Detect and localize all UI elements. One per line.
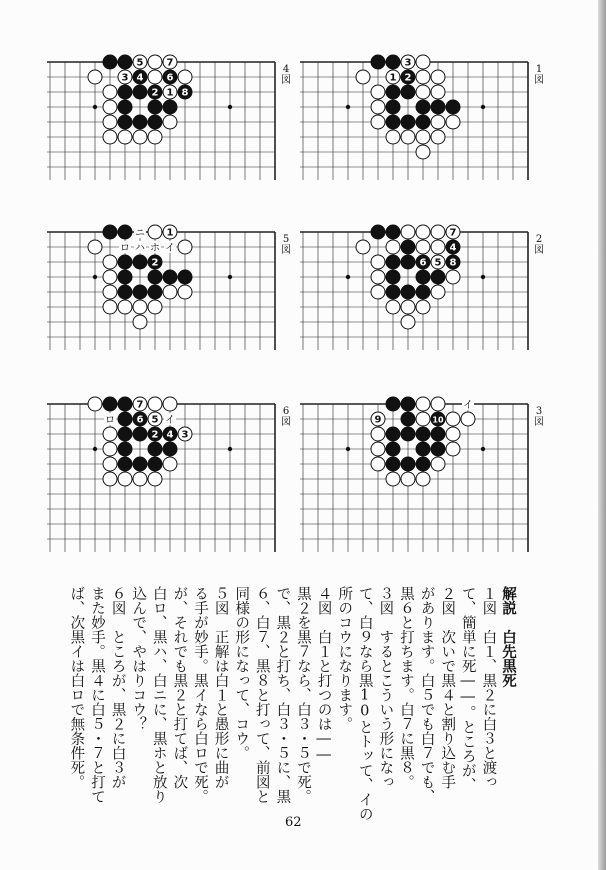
black-stone <box>118 397 132 411</box>
white-stone <box>148 225 162 239</box>
move-number: 9 <box>374 414 382 426</box>
commentary-column: １図 白１、黒２に白３と渡っ <box>480 586 497 789</box>
black-stone <box>163 442 177 456</box>
black-stone <box>133 255 147 269</box>
white-stone <box>163 115 177 129</box>
commentary-column: で、黒２と打ち、白３・５に、黒 <box>274 586 291 804</box>
white-stone <box>416 472 430 486</box>
black-stone <box>431 442 445 456</box>
white-stone <box>386 472 400 486</box>
star-point <box>346 105 350 109</box>
commentary-heading: 解説 白先黒死 <box>500 586 517 688</box>
white-stone <box>416 225 430 239</box>
white-stone <box>356 70 370 84</box>
diagram-label <box>532 234 546 256</box>
star-point <box>346 447 350 451</box>
point-label: イ <box>165 415 175 426</box>
move-number: 1 <box>389 72 397 84</box>
white-stone <box>356 240 370 254</box>
black-stone <box>148 270 162 284</box>
white-stone <box>416 145 430 159</box>
black-stone <box>401 412 415 426</box>
move-number: 5 <box>151 414 159 426</box>
white-stone <box>371 427 385 441</box>
black-stone <box>148 442 162 456</box>
star-point <box>93 447 97 451</box>
white-stone <box>386 240 400 254</box>
diagram-label <box>532 64 546 86</box>
black-stone <box>133 115 147 129</box>
black-stone <box>118 100 132 114</box>
white-stone <box>103 285 117 299</box>
white-stone <box>88 397 102 411</box>
white-stone <box>103 442 117 456</box>
white-stone <box>163 457 177 471</box>
black-stone <box>401 457 415 471</box>
commentary-column: 同様の形になって、コウ。 <box>233 586 250 760</box>
black-stone <box>118 270 132 284</box>
white-stone <box>401 130 415 144</box>
white-stone <box>401 315 415 329</box>
go-board <box>298 52 543 182</box>
diagram-label <box>279 406 293 428</box>
point-label: イ <box>463 400 473 411</box>
black-stone <box>416 442 430 456</box>
diagram-1 <box>298 52 543 182</box>
white-stone <box>371 285 385 299</box>
go-board <box>45 52 290 182</box>
move-number: 2 <box>151 429 159 441</box>
white-stone <box>103 255 117 269</box>
white-stone <box>386 130 400 144</box>
diagram-kanji: 図 <box>534 417 544 428</box>
black-stone <box>401 285 415 299</box>
move-number: 7 <box>449 227 457 239</box>
commentary-column: があります。白５でも白７でも、 <box>418 586 435 804</box>
diagram-number: 5 <box>282 234 290 245</box>
white-stone <box>431 457 445 471</box>
black-stone <box>416 115 430 129</box>
black-stone <box>416 427 430 441</box>
white-stone <box>416 412 430 426</box>
go-board <box>45 222 290 352</box>
white-stone <box>416 130 430 144</box>
white-stone <box>386 300 400 314</box>
black-stone <box>103 55 117 69</box>
commentary-column: また妙手。黒４に白５・７と打て <box>89 586 105 804</box>
black-stone <box>118 285 132 299</box>
black-stone <box>386 397 400 411</box>
go-board <box>298 394 543 554</box>
black-stone <box>163 270 177 284</box>
white-stone <box>103 457 117 471</box>
commentary-column: ３図 するとこういう形になっ <box>377 586 394 789</box>
point-label: ロ <box>120 243 130 254</box>
white-stone <box>416 240 430 254</box>
black-stone <box>386 285 400 299</box>
white-stone <box>103 300 117 314</box>
move-number: 4 <box>136 72 144 84</box>
white-stone <box>371 85 385 99</box>
white-stone <box>401 472 415 486</box>
commentary-column: ２図 次いで黒４と割り込む手 <box>439 586 456 789</box>
move-number: 2 <box>151 87 159 99</box>
diagram-number: 3 <box>535 406 543 417</box>
white-stone <box>431 397 445 411</box>
black-stone <box>431 100 445 114</box>
black-stone <box>386 85 400 99</box>
move-number: 7 <box>166 57 174 69</box>
white-stone <box>163 397 177 411</box>
commentary-column: 込んで、やはりコウ？ <box>130 586 147 731</box>
black-stone <box>148 457 162 471</box>
white-stone <box>416 300 430 314</box>
star-point <box>481 105 485 109</box>
white-stone <box>148 70 162 84</box>
white-stone <box>103 472 117 486</box>
star-point <box>93 105 97 109</box>
commentary-column: が、それでも黒２と打てば、次 <box>171 586 188 789</box>
white-stone <box>431 85 445 99</box>
white-stone <box>178 240 192 254</box>
star-point <box>228 447 232 451</box>
black-stone <box>118 85 132 99</box>
star-point <box>228 275 232 279</box>
black-stone <box>148 285 162 299</box>
white-stone <box>431 130 445 144</box>
white-stone <box>431 240 445 254</box>
black-stone <box>178 270 192 284</box>
move-number: 7 <box>136 399 144 411</box>
white-stone <box>103 427 117 441</box>
black-stone <box>386 457 400 471</box>
black-stone <box>103 225 117 239</box>
white-stone <box>446 412 460 426</box>
black-stone <box>118 412 132 426</box>
white-stone <box>461 412 475 426</box>
white-stone <box>103 270 117 284</box>
move-number: 4 <box>166 429 174 441</box>
move-number: 5 <box>136 57 144 69</box>
commentary-column: て、白９なら黒10とトッて、イの <box>356 586 373 821</box>
move-number: 3 <box>181 429 189 441</box>
white-stone <box>371 115 385 129</box>
white-stone <box>371 457 385 471</box>
black-stone <box>133 285 147 299</box>
black-stone <box>133 457 147 471</box>
black-stone <box>386 255 400 269</box>
white-stone <box>178 285 192 299</box>
commentary-column: ５図 正解は白１と愚形に曲が <box>212 586 229 789</box>
diagram-label <box>279 64 293 86</box>
white-stone <box>431 115 445 129</box>
black-stone <box>431 427 445 441</box>
white-stone <box>431 285 445 299</box>
point-label: ニ <box>135 228 145 239</box>
white-stone <box>88 240 102 254</box>
commentary-column: 白ロ、黒ハ、白ニに、黒ホと放り <box>150 586 167 804</box>
star-point <box>228 105 232 109</box>
black-stone <box>371 55 385 69</box>
diagram-kanji: 図 <box>281 245 291 256</box>
white-stone <box>148 397 162 411</box>
go-board <box>298 222 543 352</box>
white-stone <box>431 225 445 239</box>
black-stone <box>401 255 415 269</box>
commentary-column: ６図 ところが、黒２に白３が <box>109 586 126 789</box>
diagram-5 <box>45 222 290 352</box>
black-stone <box>386 100 400 114</box>
white-stone <box>88 70 102 84</box>
move-number: 4 <box>449 242 457 254</box>
move-number: 10 <box>432 415 444 425</box>
white-stone <box>371 100 385 114</box>
diagram-4 <box>45 52 290 182</box>
commentary-column: ば、次黒イは白ロで無条件死。 <box>68 586 85 789</box>
white-stone <box>446 427 460 441</box>
black-stone <box>118 225 132 239</box>
page-edge <box>598 0 606 870</box>
white-stone <box>416 397 430 411</box>
point-label: ホ <box>150 243 160 254</box>
white-stone <box>446 115 460 129</box>
white-stone <box>371 255 385 269</box>
page-number: 62 <box>285 815 302 830</box>
white-stone <box>103 85 117 99</box>
white-stone <box>103 100 117 114</box>
diagram-label <box>279 234 293 256</box>
black-stone <box>118 115 132 129</box>
white-stone <box>371 442 385 456</box>
black-stone <box>118 457 132 471</box>
commentary-column: る手が妙手。黒イなら白ロで死。 <box>192 586 208 804</box>
white-stone <box>133 315 147 329</box>
diagram-2 <box>298 222 543 352</box>
black-stone <box>446 100 460 114</box>
move-number: 6 <box>166 72 174 84</box>
diagram-3 <box>298 394 543 554</box>
black-stone <box>416 457 430 471</box>
move-number: 8 <box>181 87 189 99</box>
white-stone <box>103 115 117 129</box>
diagram-label <box>532 406 546 428</box>
black-stone <box>416 100 430 114</box>
black-stone <box>386 55 400 69</box>
diagram-kanji: 図 <box>281 75 291 86</box>
black-stone <box>401 397 415 411</box>
black-stone <box>118 427 132 441</box>
move-number: 8 <box>449 257 457 269</box>
white-stone <box>103 130 117 144</box>
white-stone <box>148 472 162 486</box>
go-board <box>45 394 290 554</box>
black-stone <box>118 255 132 269</box>
star-point <box>481 447 485 451</box>
white-stone <box>401 300 415 314</box>
black-stone <box>118 442 132 456</box>
white-stone <box>118 472 132 486</box>
black-stone <box>416 270 430 284</box>
commentary-column: 黒２を黒７なら、白３・５で死。 <box>295 586 311 804</box>
white-stone <box>178 70 192 84</box>
white-stone <box>416 85 430 99</box>
white-stone <box>118 300 132 314</box>
commentary-column: ６、白７、黒８と打って、前図と <box>253 586 270 804</box>
white-stone <box>148 300 162 314</box>
white-stone <box>446 270 460 284</box>
black-stone <box>386 225 400 239</box>
white-stone <box>431 70 445 84</box>
black-stone <box>133 85 147 99</box>
white-stone <box>133 472 147 486</box>
black-stone <box>386 442 400 456</box>
move-number: 3 <box>404 57 412 69</box>
commentary-column: て、簡単に死――。ところが、 <box>459 586 476 792</box>
black-stone <box>416 285 430 299</box>
white-stone <box>163 285 177 299</box>
move-number: 1 <box>166 227 174 239</box>
white-stone <box>148 55 162 69</box>
white-stone <box>416 55 430 69</box>
black-stone <box>148 100 162 114</box>
move-number: 2 <box>151 257 159 269</box>
black-stone <box>386 115 400 129</box>
white-stone <box>416 70 430 84</box>
white-stone <box>118 130 132 144</box>
move-number: 5 <box>434 257 442 269</box>
point-label: ロ <box>105 415 115 426</box>
move-number: 6 <box>136 414 144 426</box>
white-stone <box>133 130 147 144</box>
black-stone <box>148 115 162 129</box>
white-stone <box>371 270 385 284</box>
move-number: 6 <box>419 257 427 269</box>
black-stone <box>401 115 415 129</box>
star-point <box>481 275 485 279</box>
diagram-kanji: 図 <box>534 245 544 256</box>
black-stone <box>133 427 147 441</box>
star-point <box>346 275 350 279</box>
star-point <box>93 275 97 279</box>
black-stone <box>386 270 400 284</box>
diagram-number: 4 <box>282 64 290 75</box>
commentary-column: 所のコウになります。 <box>336 586 353 731</box>
commentary-column: 黒６と打ちます。白７に黒８。 <box>398 586 414 789</box>
diagram-number: 6 <box>282 406 290 417</box>
white-stone <box>401 225 415 239</box>
diagram-number: 2 <box>535 234 543 245</box>
black-stone <box>118 55 132 69</box>
black-stone <box>401 240 415 254</box>
white-stone <box>446 442 460 456</box>
diagram-number: 1 <box>535 64 543 75</box>
black-stone <box>401 427 415 441</box>
black-stone <box>103 397 117 411</box>
move-number: 1 <box>166 87 174 99</box>
point-label: ハ <box>135 243 145 254</box>
move-number: 3 <box>121 72 129 84</box>
black-stone <box>401 85 415 99</box>
move-number: 2 <box>404 72 412 84</box>
diagram-kanji: 図 <box>534 75 544 86</box>
black-stone <box>371 225 385 239</box>
diagram-6 <box>45 394 290 554</box>
point-label: イ <box>165 243 175 254</box>
black-stone <box>163 100 177 114</box>
black-stone <box>386 427 400 441</box>
diagram-kanji: 図 <box>281 417 291 428</box>
white-stone <box>133 300 147 314</box>
black-stone <box>431 270 445 284</box>
commentary-column: ４図 白１と打つのは―― <box>315 586 332 763</box>
white-stone <box>148 130 162 144</box>
